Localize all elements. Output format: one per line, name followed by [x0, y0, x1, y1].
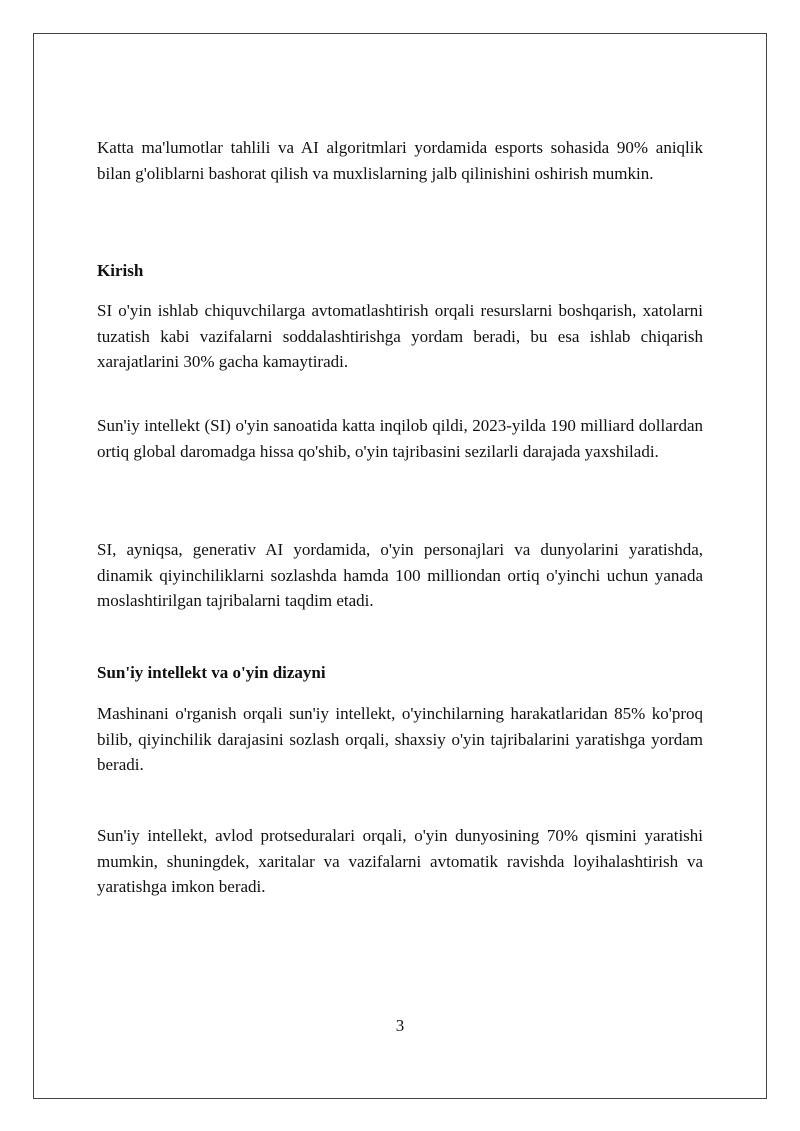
paragraph: Sun'iy intellekt (SI) o'yin sanoatida katta inqilob qildi, 2023-yilda 190 milliard dollardan ortiq global daromadga hissa qo'shib, o'yin tajribasini sezilarli darajada yaxshiladi. — [97, 416, 703, 461]
section-heading-ai-game-design: Sun'iy intellekt va o'yin dizayni — [97, 663, 326, 682]
section-heading-kirish: Kirish — [97, 261, 144, 280]
paragraph: SI o'yin ishlab chiquvchilarga avtomatlashtirish orqali resurslarni boshqarish, xatolarni tuzatish kabi vazifalarni soddalashtirishga yordam beradi, bu esa ishlab chiqarish xarajatlarini 30% gacha kamaytiradi. — [97, 301, 703, 371]
paragraph: Sun'iy intellekt, avlod protseduralari orqali, o'yin dunyosining 70% qismini yaratishi mumkin, shuningdek, xaritalar va vazifalarni avtomatik ravishda loyihalashtirish va yaratishga imkon beradi. — [97, 826, 703, 896]
intro-paragraph: Katta ma'lumotlar tahlili va AI algoritmlari yordamida esports sohasida 90% aniqlik bilan g'oliblarni bashorat qilish va muxlislarning jalb qilinishini oshirish mumkin. — [97, 138, 703, 183]
page-number: 3 — [395, 1016, 405, 1035]
paragraph: SI, ayniqsa, generativ AI yordamida, o'yin personajlari va dunyolarini yaratishda, dinamik qiyinchiliklarni sozlashda hamda 100 milliondan ortiq o'yinchi uchun yanada moslashtirilgan tajribalarni taqdim etadi. — [97, 540, 703, 610]
paragraph: Mashinani o'rganish orqali sun'iy intellekt, o'yinchilarning harakatlaridan 85% ko'proq bilib, qiyinchilik darajasini sozlash orqali, shaxsiy o'yin tajribalarini yaratishga yordam beradi. — [97, 704, 703, 774]
